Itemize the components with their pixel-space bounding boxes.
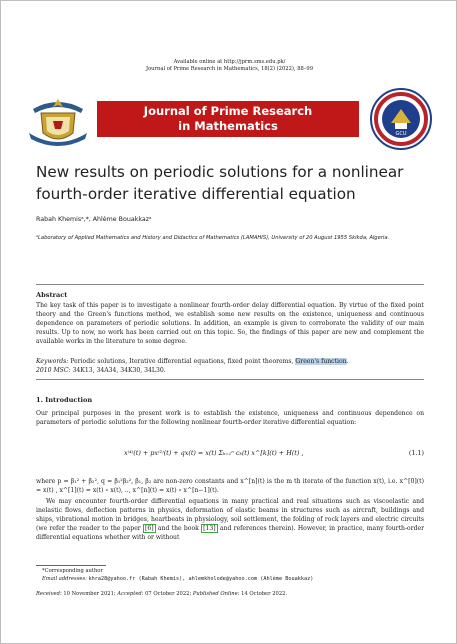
paragraph-2-end: and references therein). However, in practice, many fourth-order differential equations whether with or without xyxy=(36,525,425,542)
abstract-top-rule xyxy=(36,284,424,285)
paper-title-line-1: New results on periodic solutions for a nonlinear xyxy=(36,163,404,181)
published-label: Published Online: xyxy=(192,591,240,597)
journal-header xyxy=(1,59,457,73)
paragraph-2-text: We may encounter fourth-order differential equations in many practical and real situations such as viscoelastic and inelastic flows, deflection patterns in physics, deformation of elastic beams in structures such as aircraft, buildings and ships, vibrational motion in bridges, heartbeats in physiology, soil settlement, the folding of rock layers and electric circuits (we refer the reader to the paper xyxy=(36,498,424,533)
accepted-label: Accepted: xyxy=(117,591,144,597)
svg-text:GCU: GCU xyxy=(395,131,407,137)
msc-codes: 34K13, 34A34, 34K30, 34L30. xyxy=(72,367,166,375)
journal-title-box xyxy=(97,101,359,137)
equation-number: (1.1) xyxy=(408,449,424,457)
published-date: 14 October 2022. xyxy=(241,591,288,597)
author-affiliation: ᵃLaboratory of Applied Mathematics and History and Didactics of Mathematics (LAMAHIS), University of 20 August 1955 Skikda, Algeria. xyxy=(36,235,390,241)
journal-title-line-1: Journal of Prime Research xyxy=(143,104,313,118)
paper-title xyxy=(36,161,426,205)
equation-explanation: where p = β₁² + β₂², q = β₁²β₂², β₁, β₂ are non-zero constants and x^[n](t) is the m th iterate of the function x(t), i.e. x^[0](t) = x(t) , x^[1](t) = x(t) ∘ x(t), .., x^[n](t) = x(t) ∘ x^[n−1](t). xyxy=(36,478,424,495)
citation-link-13[interactable]: [13] xyxy=(203,525,216,533)
abstract-bottom-rule xyxy=(36,379,424,380)
footnote-rule xyxy=(36,565,106,566)
keyword-highlight[interactable]: Green's function xyxy=(295,358,347,365)
footnotes xyxy=(36,568,426,599)
university-seal-logo xyxy=(369,87,433,151)
email-label: Email addresses: xyxy=(42,575,87,582)
journal-reference: Journal of Prime Research in Mathematics, 18(2) (2022), 88–99 xyxy=(145,66,313,72)
keywords-label: Keywords: xyxy=(36,358,69,365)
dates-line xyxy=(36,591,426,599)
keywords-text: Periodic solutions, Iterative differential equations, fixed point theorems, xyxy=(70,358,294,365)
msc-label: 2010 MSC: xyxy=(36,367,71,375)
corresponding-author-note: *Corresponding author xyxy=(42,568,103,574)
abstract-body: The key task of this paper is to investigate a nonlinear fourth-order delay differential equation. By virtue of the fixed point theory and the Green's functions method, we establish some new results on the existence, uniqueness and continuous dependence on parameters of periodic solutions. In addition, an example is given to corroborate the validity of our main results. Up to now, no work has been carried out on this topic. So, the findings of this paper are new and complement the available works in the literature to some degree. xyxy=(36,302,424,346)
introduction-paragraph-2 xyxy=(36,497,424,542)
introduction-heading: 1. Introduction xyxy=(36,396,93,404)
abstract-heading: Abstract xyxy=(36,291,68,299)
equation-body: x⁽⁴⁾(t) + px⁽²⁾(t) + qx(t) = x(t) Σₖ₌₁ⁿ cₖ(t) x^[k](t) + H(t) , xyxy=(124,449,304,457)
introduction-paragraph-1: Our principal purposes in the present work is to establish the existence, uniqueness and continuous dependence on parameters of periodic solutions for the following nonlinear fourth-order iterative differential equation: xyxy=(36,410,424,427)
author-list: Rabah Khemisᵃ,*, Ahlème Bouakkazᵃ xyxy=(36,216,152,223)
email-line xyxy=(36,576,426,584)
email-addresses: khra28@yahoo.fr (Rabah Khemis), ahlemkholode@yahoo.com (Ahlème Bouakkaz) xyxy=(88,575,314,582)
received-label: Received xyxy=(36,591,60,597)
journal-banner xyxy=(27,87,432,153)
keywords-line xyxy=(36,357,424,375)
university-crest-logo xyxy=(27,89,89,149)
journal-title-line-2: in Mathematics xyxy=(178,119,278,133)
available-online-text: Available online at http://jprm.sms.edu.pk/ xyxy=(173,59,286,65)
equation-1-1 xyxy=(36,439,424,469)
paragraph-2-mid: and the book xyxy=(157,525,199,533)
paper-title-line-2: fourth-order iterative differential equation xyxy=(36,185,356,203)
citation-link-6[interactable]: [6] xyxy=(145,525,154,533)
accepted-date: 07 October 2022; xyxy=(145,591,192,597)
received-date: : 10 November 2021; xyxy=(59,591,116,597)
keywords-end: . xyxy=(346,358,349,365)
